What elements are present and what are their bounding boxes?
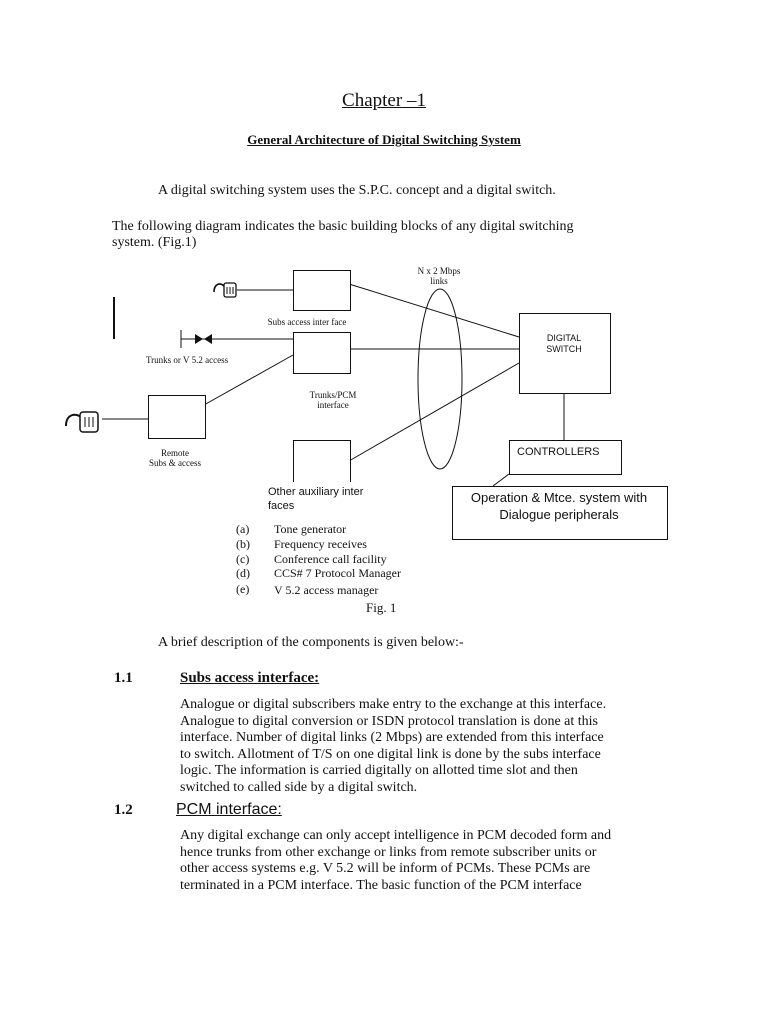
text-line: Analogue or digital subscribers make entry to the exchange at this interface. — [180, 697, 607, 712]
section-number: 1.1 — [114, 670, 133, 686]
list-letter: (a) — [236, 522, 250, 536]
om-label — [452, 489, 666, 523]
links-text: links — [430, 276, 448, 286]
links-label — [406, 266, 472, 286]
list-item — [236, 566, 250, 581]
diagram-intro-line-2: system. (Fig.1) — [112, 235, 197, 250]
remote-line-2: Subs & access — [149, 458, 201, 468]
list-item-text: Frequency receives — [274, 537, 367, 551]
telephone-icon — [212, 278, 238, 302]
list-item — [236, 582, 249, 597]
trunks-pcm-line-2: interface — [317, 400, 349, 410]
list-item-text: Conference call facility — [274, 552, 387, 566]
aux-interface-box — [293, 440, 351, 484]
om-line-2: Dialogue peripherals — [499, 507, 619, 522]
page-title: General Architecture of Digital Switching System — [247, 132, 521, 147]
list-item-text: V 5.2 access manager — [274, 583, 379, 597]
figure-caption: Fig. 1 — [366, 600, 397, 615]
list-item-text: Tone generator — [274, 522, 347, 536]
brief-description: A brief description of the components is given below:- — [158, 635, 464, 650]
subs-interface-box-top — [293, 270, 351, 311]
text-line: Analogue to digital conversion or ISDN protocol translation is done at this — [180, 713, 598, 729]
aux-line-1: Other auxiliary inter — [268, 486, 364, 498]
digital-switch-label — [519, 333, 609, 355]
text-line: terminated in a PCM interface. The basic function of the PCM interface — [180, 877, 582, 893]
text-line: to switch. Allotment of T/S on one digital link is done by the subs interface — [180, 746, 601, 762]
list-letter: (b) — [236, 537, 250, 551]
text-line: interface. Number of digital links (2 Mbps) are extended from this interface — [180, 730, 604, 745]
list-item — [236, 537, 250, 552]
list-letter: (e) — [236, 582, 250, 596]
remote-telephone-icon — [64, 406, 102, 438]
trunks-v52-label: Trunks or V 5.2 access — [146, 355, 229, 365]
trunks-pcm-label — [300, 390, 366, 410]
om-line-1: Operation & Mtce. system with — [470, 490, 648, 505]
list-letter: (c) — [236, 552, 250, 566]
aux-label — [268, 485, 363, 513]
nx2-label: N x 2 Mbps — [417, 266, 461, 276]
list-letter: (d) — [236, 566, 250, 580]
section-title: Subs access interface: — [180, 670, 320, 686]
digital-switch-line-1: DIGITAL — [546, 333, 582, 343]
section-1-2-body — [180, 828, 656, 894]
chapter-heading: Chapter –1 — [342, 90, 426, 111]
text-line: Any digital exchange can only accept intelligence in PCM decoded form and — [180, 828, 612, 843]
text-line: other access systems e.g. V 5.2 will be inform of PCMs. These PCMs are — [180, 861, 591, 876]
trunks-pcm-line-1: Trunks/PCM — [309, 390, 357, 400]
remote-label — [130, 448, 220, 468]
section-number: 1.2 — [114, 802, 133, 818]
remote-line-1: Remote — [161, 448, 189, 458]
subs-interface-box-bottom — [293, 332, 351, 374]
list-item — [236, 522, 249, 537]
digital-switch-line-2: SWITCH — [546, 344, 582, 354]
diagram-intro-line-1: The following diagram indicates the basic building blocks of any digital switching — [112, 219, 574, 234]
controllers-label: CONTROLLERS — [517, 446, 600, 458]
subs-access-label: Subs access inter face — [257, 317, 357, 327]
remote-subs-box — [148, 395, 206, 439]
section-title: PCM interface: — [176, 801, 282, 818]
text-line: logic. The information is carried digitally on allotted time slot and then — [180, 763, 578, 778]
text-line: switched to called side by a digital switch. — [180, 779, 418, 795]
list-item-text: CCS# 7 Protocol Manager — [274, 566, 401, 580]
section-1-1-body — [180, 697, 656, 796]
text-line: hence trunks from other exchange or links from remote subscriber units or — [180, 844, 597, 860]
list-item — [236, 552, 249, 567]
intro-paragraph: A digital switching system uses the S.P.C. concept and a digital switch. — [158, 183, 556, 198]
aux-line-2: faces — [268, 500, 295, 512]
